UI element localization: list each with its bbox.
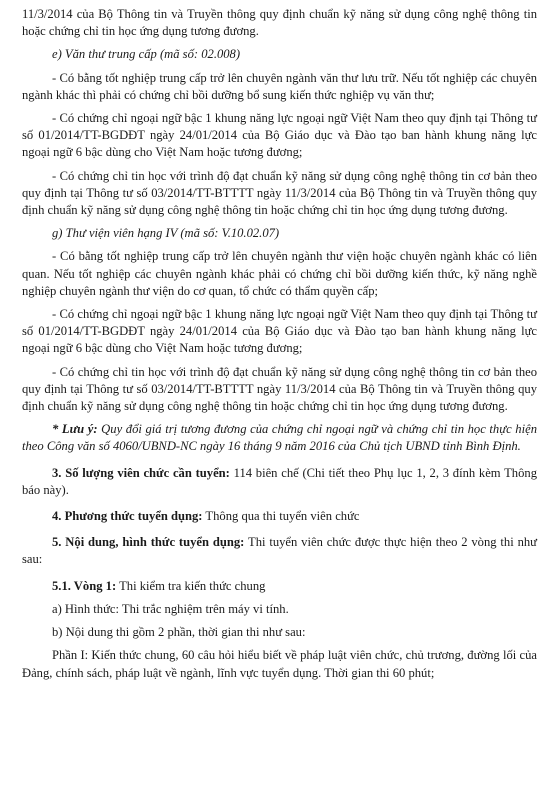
section-4 — [22, 508, 537, 525]
paragraph-continuation: 11/3/2014 của Bộ Thông tin và Truyền thông quy định chuẩn kỹ năng sử dụng công nghệ thông tin hoặc chứng chỉ tin học ứng dụng tương đương. — [22, 7, 537, 39]
section-5-1 — [22, 578, 537, 595]
note-label: * Lưu ý: — [52, 422, 98, 437]
section-3-label: 3. Số lượng viên chức cần tuyển: — [52, 465, 230, 480]
heading-van-thu-trung-cap: e) Văn thư trung cấp (mã số: 02.008) — [52, 47, 241, 62]
section-5-1-a: a) Hình thức: Thi trắc nghiệm trên máy vi tính. — [52, 601, 289, 616]
section-5-1-text: Thi kiểm tra kiến thức chung — [116, 578, 266, 593]
section-5-label: 5. Nội dung, hình thức tuyển dụng: — [52, 535, 245, 550]
part-1-paragraph: Phần I: Kiến thức chung, 60 câu hỏi hiểu biết về pháp luật viên chức, chủ trương, đường lối của Đảng, chính sách, pháp luật về ngành, lĩnh vực tuyển dụng. Thời gian thi 60 phút; — [22, 648, 537, 680]
paragraph-e3: - Có chứng chỉ tin học với trình độ đạt chuẩn kỹ năng sử dụng công nghệ thông tin cơ bản theo quy định tại Thông tư số 03/2014/TT-BTTTT ngày 11/3/2014 của Bộ Thông tin và Truyền thông quy định chuẩn kỹ năng sử dụng công nghệ thông tin hoặc chứng chỉ tin học ứng dụng tương đương. — [22, 168, 537, 218]
paragraph-e2: - Có chứng chỉ ngoại ngữ bậc 1 khung năng lực ngoại ngữ Việt Nam theo quy định tại Thông tư số 01/2014/TT-BGDĐT ngày 24/01/2014 của Bộ Giáo dục và Đào tạo ban hành khung năng lực ngoại ngữ 6 bậc dùng cho Việt Nam hoặc tương đương; — [22, 111, 537, 160]
heading-thu-vien-vien: g) Thư viện viên hạng IV (mã số: V.10.02.07) — [52, 226, 280, 241]
note-paragraph — [22, 421, 537, 455]
section-4-label: 4. Phương thức tuyển dụng: — [52, 509, 203, 524]
section-5 — [22, 534, 537, 568]
paragraph-g2: - Có chứng chỉ ngoại ngữ bậc 1 khung năng lực ngoại ngữ Việt Nam theo quy định tại Thông tư số 01/2014/TT-BGDĐT ngày 24/01/2014 của Bộ Giáo dục và Đào tạo ban hành khung năng lực ngoại ngữ 6 bậc dùng cho Việt Nam hoặc tương đương; — [22, 307, 537, 356]
section-5-text: Thi tuyển viên chức được thực hiện theo 2 vòng thi như sau: — [22, 535, 537, 567]
section-5-1-label: 5.1. Vòng 1: — [52, 578, 117, 593]
paragraph-e1: - Có bằng tốt nghiệp trung cấp trở lên chuyên ngành văn thư lưu trữ. Nếu tốt nghiệp các chuyên ngành khác thì phải có chứng chỉ bồi dưỡng bổ sung kiến thức nghiệp vụ văn thư; — [22, 70, 537, 102]
paragraph-g3: - Có chứng chỉ tin học với trình độ đạt chuẩn kỹ năng sử dụng công nghệ thông tin cơ bản theo quy định tại Thông tư số 03/2014/TT-BTTTT ngày 11/3/2014 của Bộ Thông tin và Truyền thông quy định chuẩn kỹ năng sử dụng công nghệ thông tin hoặc chứng chỉ tin học ứng dụng tương đương. — [22, 364, 537, 414]
section-5-1-b: b) Nội dung thi gồm 2 phần, thời gian thi như sau: — [52, 625, 306, 640]
paragraph-g1: - Có bằng tốt nghiệp trung cấp trở lên chuyên ngành thư viện hoặc chuyên ngành khác có liên quan. Nếu tốt nghiệp các chuyên ngành khác phải có chứng chỉ bồi dưỡng kiến thức, kỹ năng nghề nghiệp chuyên ngành thư viện do cơ quan, tổ chức có thẩm quyền cấp; — [22, 249, 537, 298]
section-4-text: Thông qua thi tuyển viên chức — [202, 509, 360, 524]
section-3 — [22, 465, 537, 499]
section-3-text: 114 biên chế (Chi tiết theo Phụ lục 1, 2, 3 đính kèm Thông báo này). — [22, 465, 537, 497]
note-text: Quy đổi giá trị tương đương của chứng chỉ ngoại ngữ và chứng chỉ tin học thực hiện theo Công văn số 4060/UBND-NC ngày 16 tháng 9 năm 2016 của Chủ tịch UBND tỉnh Bình Định. — [22, 422, 537, 454]
